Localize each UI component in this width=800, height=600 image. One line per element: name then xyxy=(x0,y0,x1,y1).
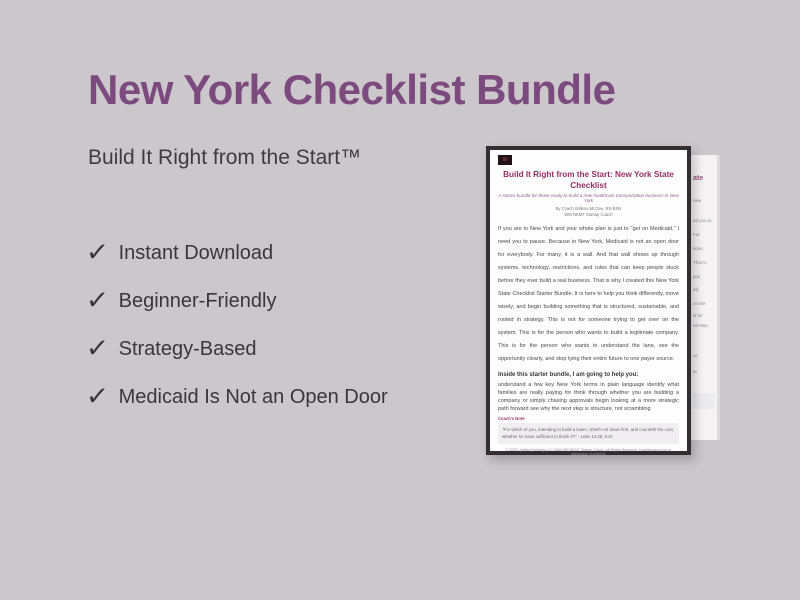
feature-label: Strategy-Based xyxy=(118,338,257,360)
back-page-text-fragment: For xyxy=(693,232,700,237)
document-subtitle: A starter bundle for those ready to build a new healthcare transportation business in New York xyxy=(498,193,679,204)
back-page-text-fragment: er xyxy=(693,369,698,374)
feature-item xyxy=(84,332,388,365)
byline-brand: WM NEMT Startup Coach xyxy=(564,212,613,218)
feature-label: Instant Download xyxy=(118,242,274,264)
back-page-text-fragment: ce xyxy=(693,353,698,358)
scripture-quote: "For which of you, intending to build a tower, sitteth not down first, and counteth the cost, whether he have sufficient to finish it?" - Luke 14:28, KJV xyxy=(498,423,679,445)
checkmark-icon: ✓ xyxy=(84,284,110,317)
coach-note-label: Coach's Note xyxy=(498,415,525,421)
document-byline xyxy=(498,206,679,219)
back-page-text-fragment: you xyxy=(693,274,701,279)
brand-logo-icon: W xyxy=(498,155,512,165)
feature-item xyxy=(84,284,388,317)
back-page-text-fragment: new xyxy=(693,198,702,203)
back-page-text-fragment: on the xyxy=(693,301,706,306)
back-page-text-fragment: ate xyxy=(693,175,704,182)
inside-bundle-heading: Inside this starter bundle, I am going to help you: xyxy=(498,371,639,378)
copyright-footer: © 2025 Uplifted Holdings LLC DBA WM NEMT Startup Coach. All Rights Reserved. Unauthorized use or distribution prohibited. xyxy=(505,448,672,457)
tagline: Build It Right from the Start™ xyxy=(88,146,362,169)
feature-item xyxy=(84,380,388,413)
document-title: Build It Right from the Start: New York State Checklist xyxy=(503,170,674,191)
feature-item xyxy=(84,236,388,269)
back-page-text-fragment: tions, xyxy=(693,246,704,251)
feature-list xyxy=(84,236,388,413)
back-page-text-fragment: is for xyxy=(693,313,703,318)
document-preview xyxy=(486,146,691,455)
back-page-text-fragment: That is xyxy=(693,260,707,265)
page-title: New York Checklist Bundle xyxy=(88,66,616,113)
checkmark-icon: ✓ xyxy=(84,380,110,413)
inside-bundle-text: understand a few key New York terms in plain language identify what families are really paying for think through whether you are building a company or simply chasing approvals begin looking at a more strategic path forward see why the next step is structure, not scrambling xyxy=(498,381,679,413)
back-page-quote-box-edge xyxy=(693,393,715,409)
feature-label: Beginner-Friendly xyxy=(118,290,277,312)
checkmark-icon: ✓ xyxy=(84,236,110,269)
back-page-text-fragment: nd step xyxy=(693,323,708,328)
byline-author: By Coach Willena McGee, RN BSN xyxy=(555,206,622,212)
feature-label: Medicaid Is Not an Open Door xyxy=(118,386,388,408)
checkmark-icon: ✓ xyxy=(84,332,110,365)
back-page-text-fragment: ed, xyxy=(693,287,700,292)
document-body-text: If you are in New York and your whole plan is just to "get on Medicaid," I need you to pause. Because in New York, Medicaid is not an open door for everybody. For many, it is a wall. And that wall shows up through systems, technology, restrictions, and rules that can keep people stuck before they ever build a real business. That is why I created this New York State Checklist Starter Bundle. It is here to help you think differently, move wisely, and begin building something that is structured, sustainable, and rooted in strategy. This is not for someone trying to get over on the system. This is for the person who wants to build a legitimate company. This is for the person who wants to understand the lane, see the opportunity clearly, and stop tying their entire future to one payer source. xyxy=(498,225,679,362)
back-page-text-fragment: ed you to xyxy=(693,218,712,223)
